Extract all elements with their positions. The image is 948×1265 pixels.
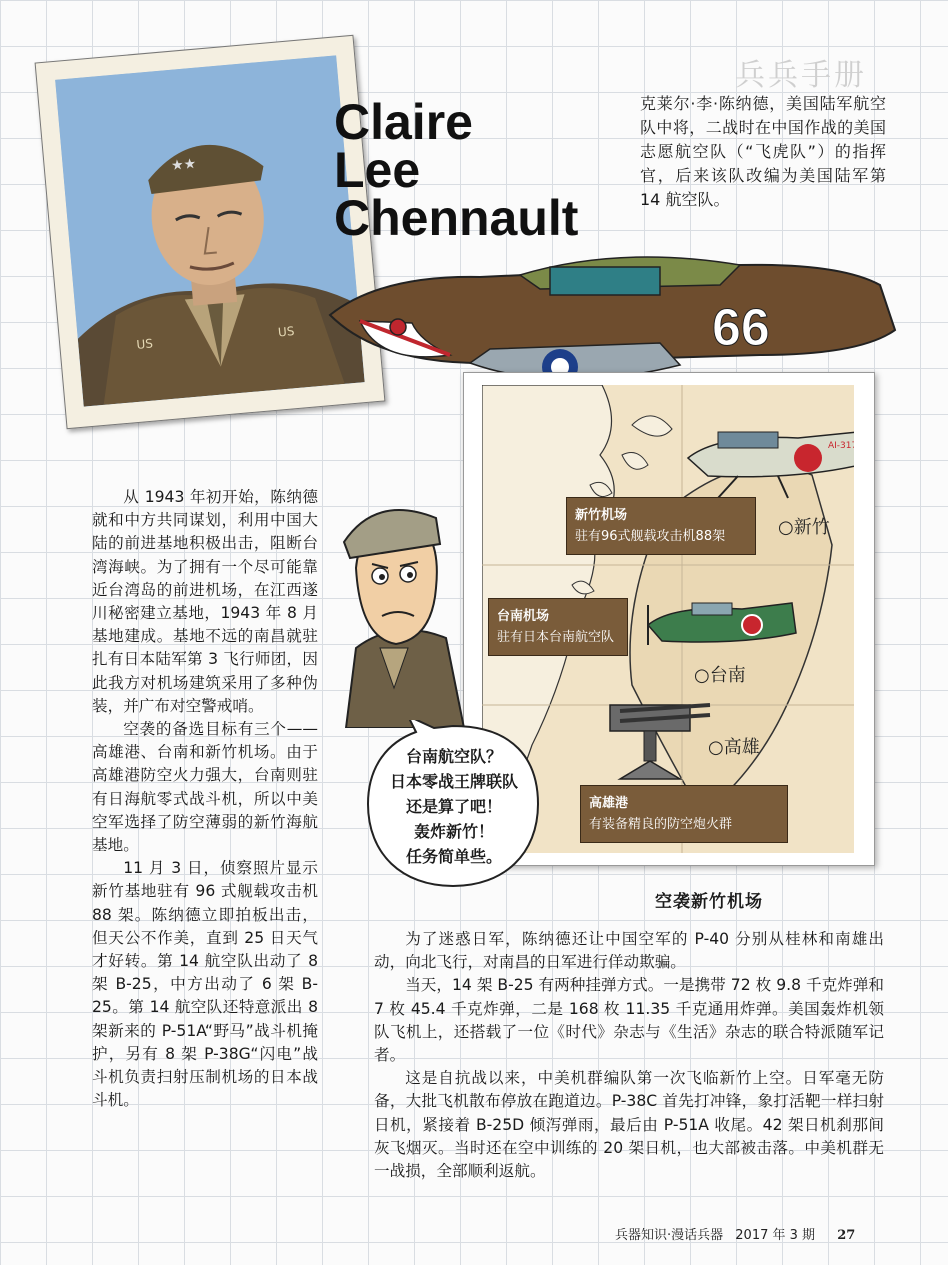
right-paragraph-2: 当天，14 架 B-25 有两种挂弹方式。一是携带 72 枚 9.8 千克炸弹和 7 枚 45.4 千克炸弹，二是 168 枚 11.35 千克通用炸弹。美国轰炸机领队飞机上，还搭载了一位《时代》杂志与《生活》杂志的联合特派随军记者。 — [374, 976, 884, 1065]
intro-paragraph: 克莱尔·李·陈纳德，美国陆军航空队中将，二战时在中国作战的美国志愿航空队（“飞虎队”）的指挥官，后来该队改编为美国陆军第 14 航空队。 — [640, 94, 886, 209]
footer-journal: 兵器知识·漫话兵器 — [615, 1228, 724, 1243]
hsinchu-box-title: 新竹机场 — [575, 508, 628, 523]
right-paragraph-3: 这是自抗战以来，中美机群编队第一次飞临新竹上空。日军毫无防备，大批飞机散布停放在跑道边。P-38C 首先打冲锋，象打活靶一样扫射日机，紧接着 B-25D 倾泻弹雨，最后由 P-51A 收尾。42 架日机刹那间灰飞烟灭。当时还在空中训练的 20 架日机，也大部被击落。中美机群无一战损，全部顺利返航。 — [374, 1069, 884, 1181]
brand-header: 兵兵手册 — [735, 58, 867, 93]
anti-aircraft-gun-illustration — [600, 675, 720, 785]
speech-line-1: 台南航空队？ — [405, 747, 502, 766]
speech-line-5: 任务简单些。 — [405, 847, 502, 866]
right-column-text — [374, 928, 884, 1183]
soldier-cartoon-illustration — [336, 498, 466, 728]
zero-fighter-illustration — [642, 585, 802, 665]
tainan-airfield-label — [488, 598, 628, 656]
svg-text:US: US — [277, 324, 295, 340]
kaohsiung-port-label — [580, 785, 788, 843]
footer-issue: 2017 年 3 期 — [735, 1228, 816, 1243]
place-tainan: ○台南 — [694, 665, 746, 686]
kaohsiung-box-text: 有装备精良的防空炮火群 — [589, 817, 733, 832]
left-column-text — [92, 486, 318, 1112]
plane-number: 66 — [712, 299, 770, 357]
left-paragraph-1: 从 1943 年初开始，陈纳德就和中方共同谋划，利用中国大陆的前进基地积极出击，阻断台湾海峡。为了拥有一个尽可能靠近台湾岛的前进机场，在江西遂川秘密建立基地，1943 年 8 月基地建成。基地不远的南昌就驻扎有日本陆军第 3 飞行师团，因此我方对机场建筑采用了多种伪装，并广布对空警戒哨。 — [92, 488, 318, 715]
kaohsiung-box-title: 高雄港 — [589, 796, 629, 811]
japanese-bomber-illustration — [678, 410, 858, 500]
place-hsinchu: ○新竹 — [778, 517, 830, 538]
page-footer — [615, 1224, 855, 1243]
right-paragraph-1: 为了迷惑日军，陈纳德还让中国空军的 P-40 分别从桂林和南雄出动，向北飞行，对南昌的日军进行佯动欺骗。 — [374, 930, 884, 972]
left-paragraph-3: 11 月 3 日，侦察照片显示新竹基地驻有 96 式舰载攻击机 88 架。陈纳德立即拍板出击，但天公不作美，直到 25 日天气才好转。第 14 航空队出动了 8 架 B-25，中方出动了 6 架 B-25。第 14 航空队还特意派出 8 架新来的 P-51A“野马”战斗机掩护，另有 8 架 P-38G“闪电”战斗机负责扫射压制机场的日本战斗机。 — [92, 859, 318, 1110]
page-title — [334, 94, 579, 246]
page-number: 27 — [837, 1228, 856, 1243]
tainan-box-text: 驻有日本台南航空队 — [497, 630, 615, 645]
speech-line-2: 日本零战王牌联队 — [389, 772, 518, 791]
portrait-illustration — [55, 55, 365, 406]
tainan-box-title: 台南机场 — [497, 609, 550, 624]
svg-text:★★: ★★ — [170, 155, 197, 175]
speech-line-3: 还是算了吧！ — [405, 797, 502, 816]
plane-code: AI-317 — [828, 441, 858, 451]
hsinchu-airfield-label — [566, 497, 756, 555]
speech-bubble-text — [372, 744, 536, 869]
title-line-1: Claire — [334, 94, 473, 150]
place-kaohsiung: ○高雄 — [708, 737, 760, 758]
portrait-photo — [55, 55, 365, 406]
section-title: 空袭新竹机场 — [655, 892, 763, 912]
svg-text:US: US — [135, 336, 154, 352]
place-tainan-name: 台南 — [709, 665, 746, 686]
place-hsinchu-name: 新竹 — [793, 517, 830, 538]
speech-line-4: 轰炸新竹！ — [413, 822, 494, 841]
hsinchu-box-text: 驻有96式舰载攻击机88架 — [575, 529, 726, 544]
title-line-3: Chennault — [334, 190, 579, 246]
place-kaohsiung-name: 高雄 — [723, 737, 760, 758]
left-paragraph-2: 空袭的备选目标有三个——高雄港、台南和新竹机场。由于高雄港防空火力强大，台南则驻有日海航零式战斗机，所以中美空军选择了防空薄弱的新竹海航基地。 — [92, 720, 318, 855]
title-line-2: Lee — [334, 142, 421, 198]
